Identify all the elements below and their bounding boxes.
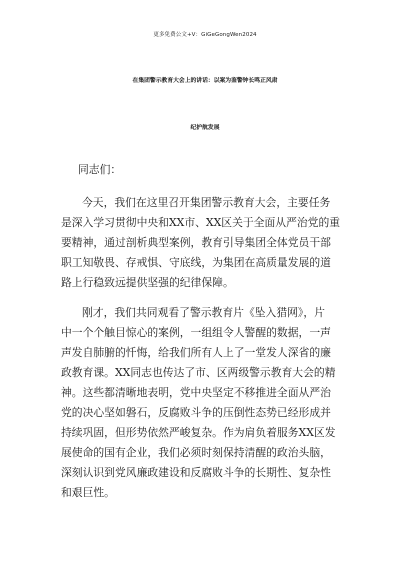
body-line: 深刻认识到党风廉政建设和反腐败斗争的长期性、复杂性 xyxy=(61,466,331,479)
salutation: 同志们： xyxy=(78,163,122,176)
body-line: 路上行稳致远提供坚强的纪律保障。 xyxy=(61,276,234,289)
body-line: 今天，我们在这里召开集团警示教育大会，主要任务 xyxy=(82,196,331,209)
body-line: 声发自肺腑的忏悔，给我们所有人上了一堂发人深省的廉 xyxy=(61,346,331,359)
body-line: 刚才，我们共同观看了警示教育片《坠入猎网》，片 xyxy=(82,306,325,319)
body-line: 职工知敬畏、存戒惧、守底线，为集团在高质量发展的道 xyxy=(61,256,331,269)
body-line: 持续巩固，但形势依然严峻复杂。作为肩负着服务XX区发 xyxy=(61,426,336,439)
document-title-line-2: 纪护航发展 xyxy=(190,125,220,131)
body-line: 党的决心坚如磐石，反腐败斗争的压倒性态势已经形成并 xyxy=(61,406,331,419)
body-line: 展使命的国有企业，我们必须时刻保持清醒的政治头脑， xyxy=(61,446,331,459)
body-line: 和艰巨性。 xyxy=(61,486,115,499)
header-watermark: 更多免费公文+V：GiGeGongWen2024 xyxy=(153,32,257,38)
body-line: 中一个个触目惊心的案例，一组组令人警醒的数据，一声 xyxy=(61,326,331,339)
body-line: 是深入学习贯彻中央和XX市、XX区关于全面从严治党的重 xyxy=(61,216,341,229)
body-line: 要精神，通过剖析典型案例，教育引导集团全体党员干部 xyxy=(61,236,331,249)
body-line: 政教育课。XX同志也传达了市、区两级警示教育大会的精 xyxy=(61,366,336,379)
document-title-line-1: 在集团警示教育大会上的讲话：以案为鉴警钟长鸣正风肃 xyxy=(132,78,278,84)
body-line: 神。这些都清晰地表明，党中央坚定不移推进全面从严治 xyxy=(61,386,331,399)
